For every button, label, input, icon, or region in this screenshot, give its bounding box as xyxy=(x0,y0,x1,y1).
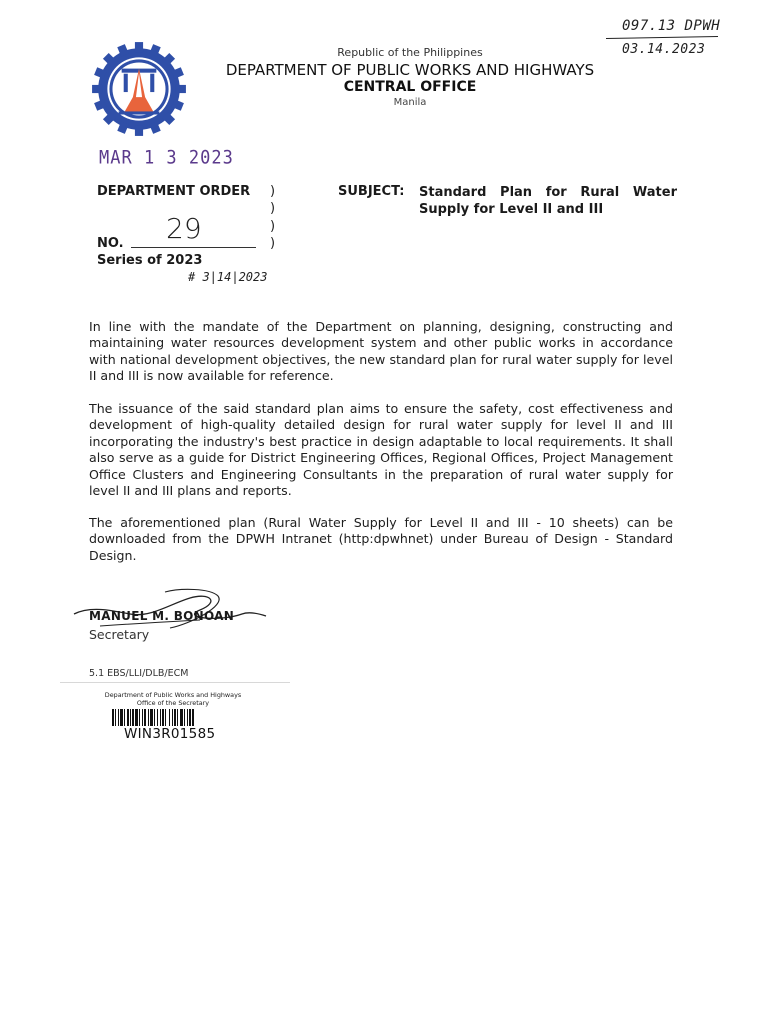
order-number-label: NO. xyxy=(97,236,124,251)
order-bracket: ) xyxy=(270,219,276,234)
signatory-title: Secretary xyxy=(89,627,150,642)
order-bracket: ) xyxy=(270,184,276,199)
order-handwritten-date: # 3|14|2023 xyxy=(188,270,268,284)
divider xyxy=(60,682,290,683)
subject-text: Standard Plan for Rural Water Supply for Level II and III xyxy=(419,185,677,217)
handwritten-reference-underline xyxy=(606,36,718,39)
signatory-name: MANUEL M. BONOAN xyxy=(89,609,235,623)
order-label: DEPARTMENT ORDER xyxy=(97,184,251,199)
reference-initials: 5.1 EBS/LLI/DLB/ECM xyxy=(89,668,189,679)
body-paragraph: The issuance of the said standard plan aims to ensure the safety, cost effectiveness and development of high-quality detailed design for rural water supply for level II and III incorporating the industry's best practice in design adaptable to local requirements. It shall also serve as a guide for District Engineering Offices, Regional Offices, Project Management Office Clusters and Engineering Consultants in the preparation of rural water supply for level II and III plans and reports. xyxy=(89,401,673,499)
subject-label: SUBJECT: xyxy=(338,184,405,199)
barcode-office: Office of the Secretary xyxy=(136,699,210,707)
order-number-underline xyxy=(131,247,256,248)
order-series: Series of 2023 xyxy=(97,253,203,268)
order-number-value: 29 xyxy=(166,212,202,245)
body-paragraph: In line with the mandate of the Department on planning, designing, constructing and maintaining water resources development system and other public works in accordance with national development objectives, the new standard plan for rural water supply for level II and III is now available for reference. xyxy=(89,319,673,384)
header-office: CENTRAL OFFICE xyxy=(343,79,477,95)
barcode-department: Department of Public Works and Highways xyxy=(104,691,242,699)
handwritten-reference-date: 03.14.2023 xyxy=(622,42,706,57)
header-city: Manila xyxy=(393,97,427,108)
order-bracket: ) xyxy=(270,236,276,251)
header-department: DEPARTMENT OF PUBLIC WORKS AND HIGHWAYS xyxy=(225,61,595,79)
barcode-icon xyxy=(112,709,240,726)
body-paragraph: The aforementioned plan (Rural Water Supply for Level II and III - 10 sheets) can be downloaded from the DPWH Intranet (http:dpwhnet) under Bureau of Design - Standard Design. xyxy=(89,515,673,563)
handwritten-reference-code: 097.13 DPWH xyxy=(622,18,721,34)
order-bracket: ) xyxy=(270,201,276,216)
header-republic: Republic of the Philippines xyxy=(337,46,483,59)
dpwh-logo xyxy=(88,38,190,140)
barcode-id: WIN3R01585 xyxy=(124,726,216,742)
received-date-stamp: MAR 1 3 2023 xyxy=(99,146,234,170)
